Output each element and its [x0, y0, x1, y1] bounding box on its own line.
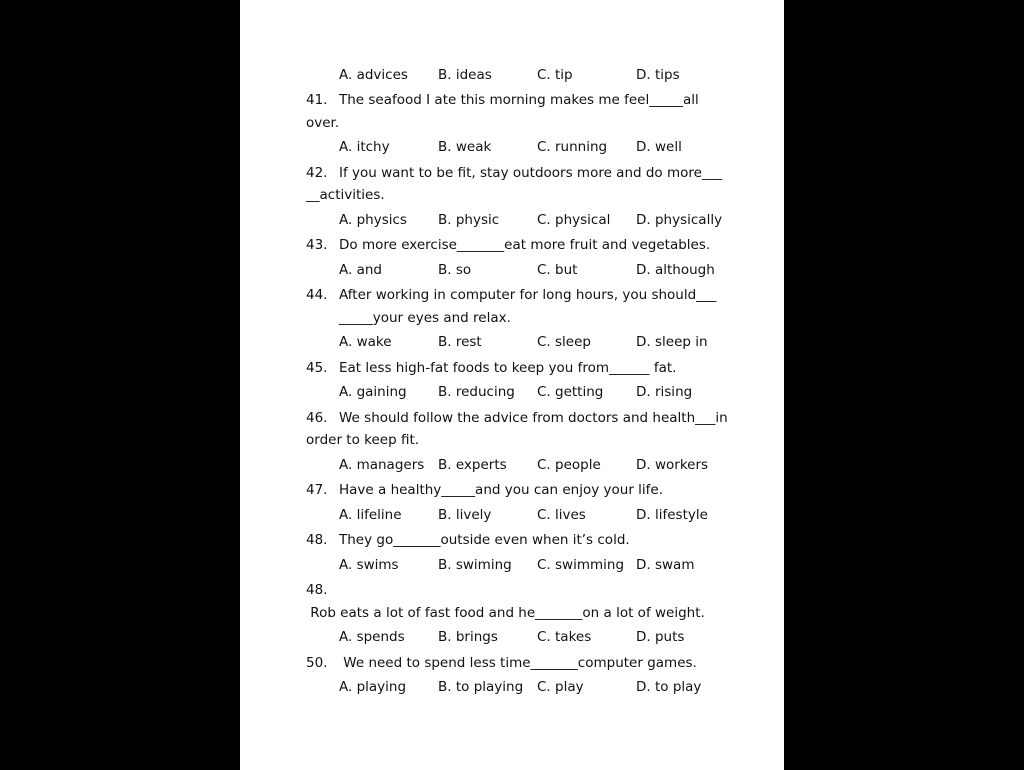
question-number: 50. — [306, 654, 328, 671]
option-b: B. swiming — [438, 556, 512, 573]
option-d: D. to play — [636, 679, 702, 695]
option-d: D. tips — [636, 66, 680, 83]
option-c: C. sleep — [537, 334, 591, 350]
option-c: C. swimming — [537, 556, 625, 573]
option-d: D. workers — [636, 456, 709, 473]
question-text-continued: order to keep fit. — [306, 432, 420, 448]
question-42 — [306, 160, 736, 208]
option-c: C. running — [537, 139, 608, 155]
options-row-47 — [306, 502, 736, 527]
question-number: 48. — [306, 582, 328, 598]
option-c: C. tip — [537, 66, 573, 83]
options-row-41 — [306, 135, 736, 160]
option-b: B. weak — [438, 139, 492, 155]
option-c: C. lives — [537, 506, 586, 523]
question-number: 41. — [306, 92, 328, 108]
option-b: B. brings — [438, 629, 498, 645]
options-row-46 — [306, 452, 736, 477]
option-d: D. lifestyle — [636, 506, 708, 523]
option-d: D. sleep in — [636, 334, 708, 350]
option-d: D. physically — [636, 211, 723, 228]
option-d: D. well — [636, 139, 682, 155]
option-b: B. rest — [438, 334, 482, 350]
question-text-continued: __activities. — [306, 187, 385, 203]
option-c: C. takes — [537, 629, 592, 645]
options-row-42 — [306, 207, 736, 232]
option-a: A. spends — [339, 629, 405, 645]
option-c: C. getting — [537, 384, 604, 400]
options-row-44 — [306, 330, 736, 355]
question-47 — [306, 477, 736, 502]
question-50 — [306, 650, 736, 675]
options-row-43 — [306, 257, 736, 282]
option-a: A. physics — [339, 211, 407, 228]
question-number: 48. — [306, 532, 328, 548]
question-number: 47. — [306, 482, 328, 498]
option-b: B. reducing — [438, 384, 515, 400]
option-c: C. physical — [537, 211, 611, 228]
option-a: A. and — [339, 261, 382, 278]
question-text: The seafood I ate this morning makes me feel_____all — [339, 92, 699, 108]
question-number: 44. — [306, 287, 328, 303]
option-c: C. but — [537, 261, 578, 278]
question-48 — [306, 527, 736, 552]
question-44 — [306, 282, 736, 330]
option-d: D. puts — [636, 629, 685, 645]
question-text: Eat less high-fat foods to keep you from______ fat. — [339, 359, 677, 376]
option-d: D. swam — [636, 556, 695, 573]
question-46 — [306, 405, 736, 453]
question-45 — [306, 355, 736, 380]
question-text: Have a healthy_____and you can enjoy your life. — [339, 482, 664, 498]
question-text-continued: _____your eyes and relax. — [339, 309, 511, 326]
option-b: B. lively — [438, 506, 492, 523]
question-text: They go_______outside even when it’s cold. — [339, 532, 630, 548]
document-page — [240, 0, 784, 770]
question-list — [306, 62, 736, 700]
option-a: A. swims — [339, 556, 399, 573]
question-number: 45. — [306, 359, 328, 376]
question-text-continued: over. — [306, 114, 340, 131]
option-d: D. although — [636, 261, 715, 278]
question-text: We need to spend less time_______computer games. — [339, 654, 697, 671]
question-number: 42. — [306, 164, 328, 181]
question-text: If you want to be fit, stay outdoors more and do more___ — [339, 164, 723, 181]
options-row-45 — [306, 380, 736, 405]
question-text: We should follow the advice from doctors and health___in — [339, 409, 728, 426]
option-d: D. rising — [636, 384, 693, 400]
option-a: A. itchy — [339, 139, 390, 155]
option-a: A. managers — [339, 456, 425, 473]
option-c: C. people — [537, 456, 601, 473]
option-b: B. experts — [438, 456, 507, 473]
option-a: A. wake — [339, 334, 392, 350]
option-a: A. advices — [339, 66, 408, 83]
question-text: Rob eats a lot of fast food and he_______on a lot of weight. — [306, 604, 705, 621]
option-c: C. play — [537, 679, 584, 695]
option-b: B. to playing — [438, 679, 524, 695]
question-text: Do more exercise_______eat more fruit and vegetables. — [339, 237, 711, 253]
option-a: A. lifeline — [339, 506, 402, 523]
option-b: B. physic — [438, 211, 500, 228]
options-row-50 — [306, 675, 736, 700]
option-b: B. so — [438, 261, 472, 278]
option-a: A. playing — [339, 679, 407, 695]
question-41 — [306, 87, 736, 135]
options-row-48 — [306, 552, 736, 577]
question-43 — [306, 232, 736, 257]
option-a: A. gaining — [339, 384, 407, 400]
options-row-40 — [306, 62, 736, 87]
question-number: 46. — [306, 409, 328, 426]
option-b: B. ideas — [438, 66, 492, 83]
question-number: 43. — [306, 237, 328, 253]
question-text: After working in computer for long hours, you should___ — [339, 287, 717, 303]
question-49 — [306, 577, 736, 625]
options-row-49 — [306, 625, 736, 650]
